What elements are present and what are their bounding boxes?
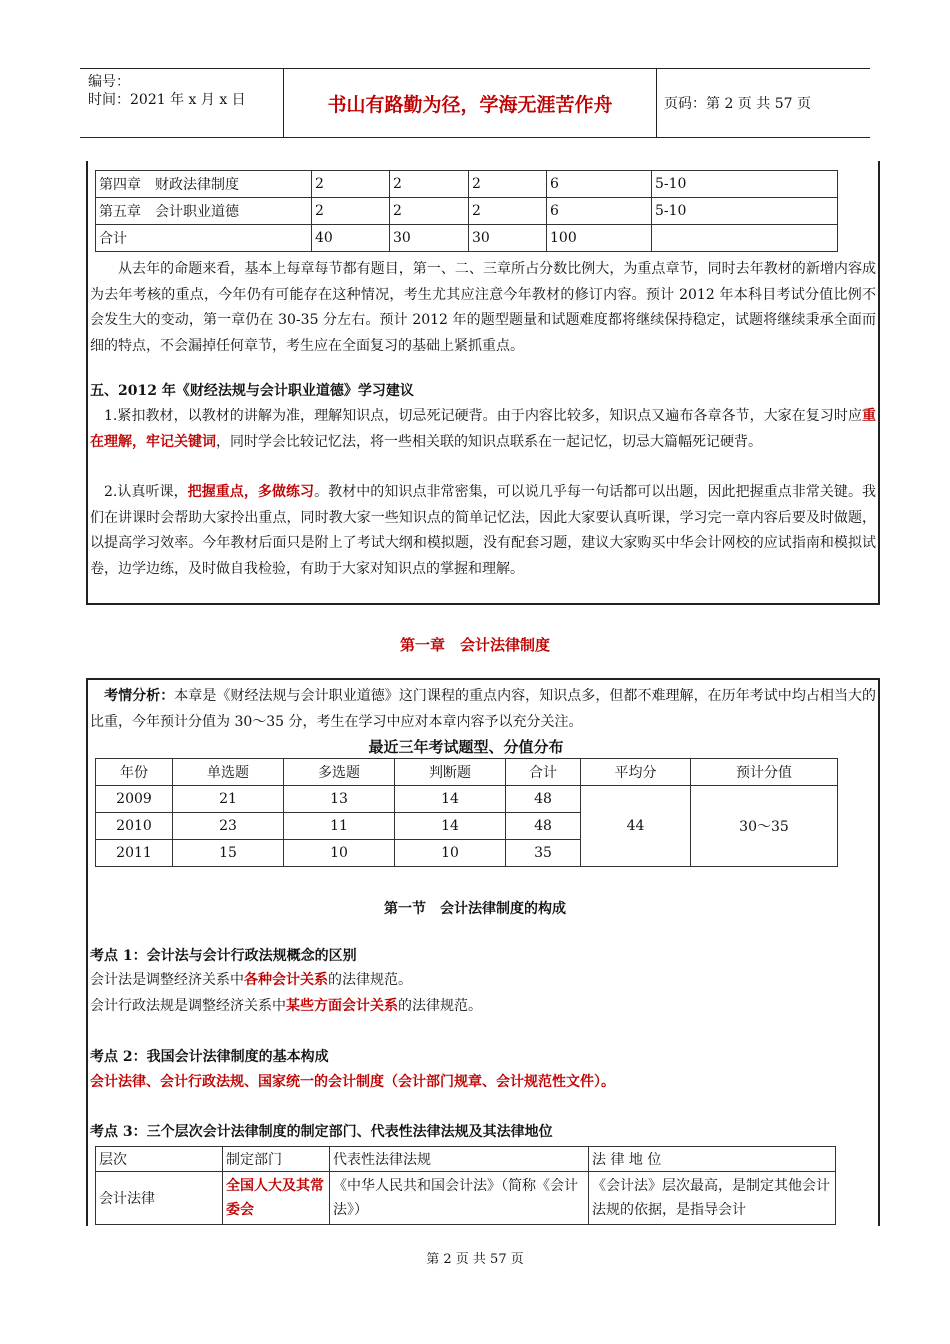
- column-header: 法 律 地 位: [589, 1147, 836, 1172]
- table-cell: 5-10: [652, 198, 838, 225]
- table-cell: 2011: [96, 840, 173, 867]
- table-cell: 5-10: [652, 171, 838, 198]
- text-span: 的法律规范。: [328, 972, 412, 988]
- serial-label: 编号：: [88, 74, 130, 90]
- table-cell: 10: [395, 840, 506, 867]
- table-cell: 2: [312, 198, 390, 225]
- table-row: [96, 1172, 836, 1225]
- time-label: 时间：2021 年 x 月 x 日: [88, 92, 246, 108]
- text-span: 会计法是调整经济关系中: [90, 972, 244, 988]
- table-row: [96, 198, 838, 225]
- column-header: 单选题: [173, 759, 284, 786]
- column-header: 层次: [96, 1147, 223, 1172]
- table-cell: 2: [469, 171, 547, 198]
- section-1-title: 第一节 会计法律制度的构成: [384, 901, 566, 917]
- table-row: [96, 225, 838, 252]
- text-span: 1.紧扣教材，以教材的讲解为准，理解知识点，切忌死记硬背。由于内容比较多，知识点又遍布各章各节，大家在复习时应: [104, 408, 862, 424]
- table-cell: 2: [390, 198, 469, 225]
- table-cell: 23: [173, 813, 284, 840]
- keypoint-1-line-2: [90, 995, 482, 1017]
- table-cell: 15: [173, 840, 284, 867]
- keypoint-2-content: 会计法律、会计行政法规、国家统一的会计制度（会计部门规章、会计规范性文件）。: [90, 1074, 615, 1090]
- table-cell: 30: [390, 225, 469, 252]
- table-cell: 《中华人民共和国会计法》（简称《会计法》）: [330, 1172, 589, 1225]
- table-cell: 第四章 财政法律制度: [96, 171, 312, 198]
- keypoint-1-line-1: [90, 969, 412, 991]
- average-score-cell: 44: [581, 786, 691, 867]
- header-motto: 书山有路勤为径，学海无涯苦作舟: [284, 69, 657, 137]
- table-cell: 14: [395, 813, 506, 840]
- table-cell: 40: [312, 225, 390, 252]
- table-caption: 最近三年考试题型、分值分布: [368, 738, 564, 756]
- header-meta: [80, 69, 284, 137]
- table-cell: [652, 225, 838, 252]
- text-span: 会计行政法规是调整经济关系中: [90, 998, 286, 1014]
- page-header: [80, 68, 870, 138]
- paragraph-advice-1: [90, 404, 876, 455]
- column-header: 预计分值: [691, 759, 838, 786]
- table-header-row: [96, 1147, 836, 1172]
- chapter-title: 第一章 会计法律制度: [399, 636, 550, 654]
- table-cell: 100: [547, 225, 652, 252]
- column-header: 多选题: [284, 759, 395, 786]
- score-distribution-table: [95, 758, 838, 867]
- table-cell: 合计: [96, 225, 312, 252]
- keypoint-1-title: 考点 1：会计法与会计行政法规概念的区别: [90, 948, 357, 964]
- text-span: 2.认真听课，: [104, 484, 188, 500]
- score-table-continued: [95, 170, 838, 252]
- table-cell: 2: [469, 198, 547, 225]
- page-footer: 第 2 页 共 57 页: [426, 1252, 524, 1267]
- table-cell: 11: [284, 813, 395, 840]
- legal-hierarchy-table: [95, 1146, 836, 1225]
- table-cell: 13: [284, 786, 395, 813]
- table-cell: 2010: [96, 813, 173, 840]
- column-header: 判断题: [395, 759, 506, 786]
- table-cell: 30: [469, 225, 547, 252]
- table-cell: 全国人大及其常委会: [223, 1172, 330, 1225]
- table-cell: 14: [395, 786, 506, 813]
- table-cell: 第五章 会计职业道德: [96, 198, 312, 225]
- section-5-title: 五、2012 年《财经法规与会计职业道德》学习建议: [90, 383, 414, 399]
- highlight-text: 把握重点，多做练习: [187, 484, 315, 500]
- text-span: 本章是《财经法规与会计职业道德》这门课程的重点内容，知识点多，但都不难理解，在历年考试中均占相当大的比重，今年预计分值为 30～35 分，考生在学习中应对本章内容予以充分关注。: [90, 688, 877, 730]
- paragraph-exam-analysis: [90, 684, 876, 735]
- column-header: 合计: [506, 759, 581, 786]
- table-cell: 《会计法》层次最高，是制定其他会计法规的依据，是指导会计: [589, 1172, 836, 1225]
- table-cell: 10: [284, 840, 395, 867]
- text-span: ，同时学会比较记忆法，将一些相关联的知识点联系在一起记忆，切忌大篇幅死记硬背。: [216, 433, 762, 450]
- table-cell: 会计法律: [96, 1172, 223, 1225]
- column-header: 平均分: [581, 759, 691, 786]
- table-cell: 2009: [96, 786, 173, 813]
- table-cell: 21: [173, 786, 284, 813]
- table-row: [96, 171, 838, 198]
- table-cell: 2: [390, 171, 469, 198]
- table-cell: 35: [506, 840, 581, 867]
- table-cell: 6: [547, 198, 652, 225]
- paragraph-exam-trend: 从去年的命题来看，基本上每章每节都有题目，第一、二、三章所占分数比例大，为重点章节，同时去年教材的新增内容成为去年考核的重点，今年仍有可能存在这种情况，考生尤其应注意今年教材的修订内容。预计 2012 年本科目考试分值比例不会发生大的变动，第一章仍在 30-35 分左右。预计 2012 年的题型题量和试题难度都将继续保持稳定，试题将继续秉承全面而细的特点，不会漏掉任何章节，考生应在全面复习的基础上紧抓重点。: [90, 261, 876, 354]
- text-span: 。教材中的知识点非常密集，可以说几乎每一句话都可以出题，因此把握重点非常关键。我们在讲课时会帮助大家拎出重点，同时教大家一些知识点的简单记忆法，因此大家要认真听课，学习完一章内容后要及时做题，以提高学习效率。今年教材后面只是附上了考试大纲和模拟题，没有配套习题，建议大家购买中华会计网校的应试指南和模拟试卷，边学边练，及时做自我检验，有助于大家对知识点的掌握和理解。: [90, 484, 877, 577]
- keypoint-2-title: 考点 2：我国会计法律制度的基本构成: [90, 1049, 329, 1065]
- column-header: 制定部门: [223, 1147, 330, 1172]
- table-row: [96, 786, 838, 813]
- paragraph-advice-2: [90, 480, 876, 582]
- highlight-text: 某些方面会计关系: [286, 998, 398, 1014]
- keypoint-3-title: 考点 3：三个层次会计法律制度的制定部门、代表性法律法规及其法律地位: [90, 1124, 553, 1140]
- highlight-text: 各种会计关系: [244, 972, 328, 988]
- text-span: 的法律规范。: [398, 998, 482, 1014]
- header-page-info: 页码：第 2 页 共 57 页: [664, 96, 811, 112]
- highlight-text: 重在理解，牢记关键词: [90, 408, 876, 450]
- table-cell: 48: [506, 786, 581, 813]
- column-header: 年份: [96, 759, 173, 786]
- table-cell: 48: [506, 813, 581, 840]
- table-cell: 2: [312, 171, 390, 198]
- expected-score-cell: 30～35: [691, 786, 838, 867]
- column-header: 代表性法律法规: [330, 1147, 589, 1172]
- table-cell: 6: [547, 171, 652, 198]
- table-header-row: [96, 759, 838, 786]
- analysis-label: 考情分析：: [104, 688, 175, 704]
